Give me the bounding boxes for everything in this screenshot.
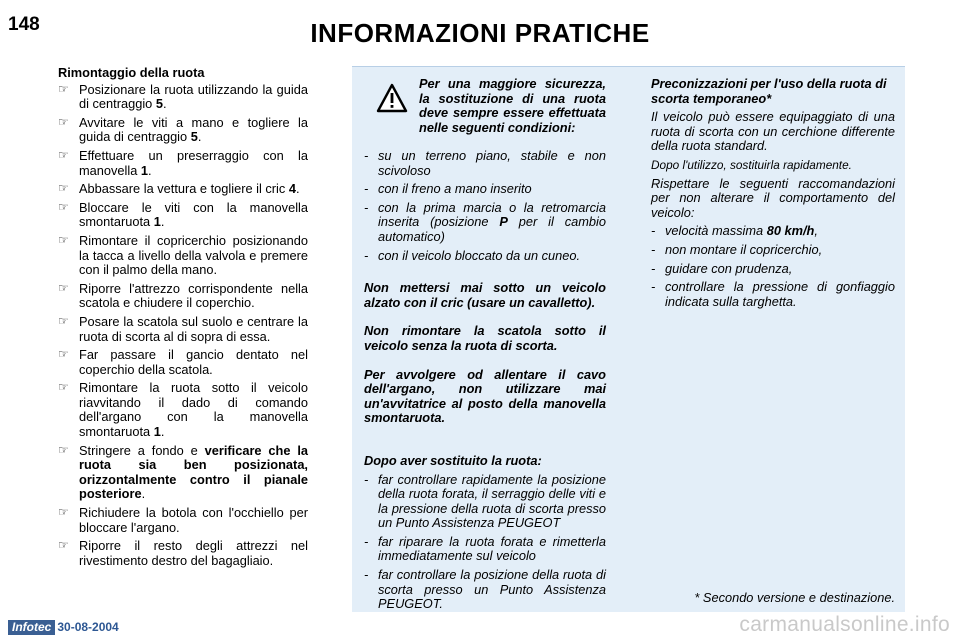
safety-warning: Non rimontare la scatola sotto il veicolo senza la ruota di scorta. [364,323,606,353]
dash-marker: - [651,260,656,276]
recommendations-list [651,224,895,309]
text-bold: verificare che la ruota sia ben posizionata, orizzontalmente contro il pianale posteriore [79,442,308,502]
safety-column [364,77,606,616]
text-part: Riporre il resto degli attrezzi nel rivestimento destro del bagagliaio. [79,538,308,568]
safety-warning: Non mettersi mai sotto un veicolo alzato con il cric (usare un cavalletto). [364,280,606,310]
dash-marker: - [364,533,369,549]
hand-pointer-icon: ☞ [58,81,69,96]
dash-marker: - [364,247,369,263]
recommendation-item [651,280,895,309]
instruction-step [58,315,308,344]
spare-wheel-para-3: Rispettare le seguenti raccomandazioni per non alterare il comportamento del veicolo: [651,175,895,220]
after-item-text: far controllare la posizione della ruota di scorta presso un Punto Assistenza PEUGEOT. [378,567,606,612]
step-text [79,505,308,535]
hand-pointer-icon: ☞ [58,147,69,162]
hand-pointer-icon: ☞ [58,114,69,129]
page-title: INFORMAZIONI PRATICHE [310,18,650,48]
text-part: . [160,214,165,230]
text-bold: 1 [140,162,149,178]
text-part: velocità massima [665,223,767,239]
warning-block [364,77,606,149]
instruction-step [58,348,308,377]
text-part: . [295,181,300,197]
recommendation-text [665,223,818,238]
step-text [79,314,308,344]
step-text [79,281,308,311]
instruction-step [58,282,308,311]
text-part: su un terreno piano, stabile e non scivoloso [378,148,606,178]
hand-pointer-icon: ☞ [58,442,69,457]
dash-marker: - [651,279,656,295]
text-part: Riporre l'attrezzo corrispondente nella scatola e chiudere il coperchio. [79,280,308,311]
instruction-step [58,539,308,568]
recommendation-text [665,279,895,309]
instruction-step [58,201,308,230]
text-part: . [160,424,165,440]
text-part: Avvitare le viti a mano e togliere la guida di centraggio [79,114,308,145]
spare-wheel-column [651,77,895,313]
instruction-step [58,116,308,145]
infotec-logo: Infotec [8,620,55,635]
text-part: Posizionare la ruota utilizzando la guida di centraggio [79,81,308,112]
text-bold: 80 km/h [766,223,815,239]
step-text [79,443,308,502]
text-part: guidare con prudenza, [665,260,793,276]
text-part: . [162,96,167,112]
after-change-list [364,473,606,612]
instruction-step [58,83,308,112]
condition-text [378,148,606,178]
text-part: . [148,162,152,178]
info-box [352,66,905,612]
step-text [79,233,308,277]
recommendation-text [665,261,792,276]
reassembly-instructions [58,66,308,572]
condition-text [378,248,580,263]
text-part: Stringere a fondo e [79,442,205,458]
warning-triangle-icon [376,83,408,113]
page-number: 148 [8,14,40,35]
text-bold: 5 [155,96,163,112]
text-part: con il freno a mano inserito [378,181,532,197]
recommendation-item [651,262,895,277]
hand-pointer-icon: ☞ [58,199,69,214]
instruction-step [58,381,308,439]
instruction-step [58,234,308,278]
recommendation-text [665,242,822,257]
after-item [364,568,606,612]
spare-wheel-heading: Preconizzazioni per l'uso della ruota di scorta temporaneo* [651,76,887,106]
hand-pointer-icon: ☞ [58,232,69,247]
step-text [79,115,308,145]
text-part: Posare la scatola sul suolo e centrare la ruota di scorta al di sopra di essa. [79,313,308,344]
steps-list [58,83,308,569]
step-text [79,347,308,377]
footnote: * Secondo versione e destinazione. [694,590,895,605]
step-text [79,148,308,178]
text-part: Far passare il gancio dentato nel coperchio della scatola. [79,347,308,377]
condition-item [364,149,606,178]
text-part: Abbassare la vettura e togliere il cric [79,181,289,197]
dash-marker: - [364,181,369,197]
text-part: . [141,486,146,502]
text-part: . [197,129,202,145]
hand-pointer-icon: ☞ [58,538,69,553]
condition-text [378,200,606,244]
hand-pointer-icon: ☞ [58,380,69,395]
text-part: con il veicolo bloccato da un cuneo. [378,247,581,263]
watermark: carmanualsonline.info [739,613,950,636]
dash-marker: - [364,199,369,215]
conditions-list [364,149,606,263]
step-text [79,200,308,230]
text-part: Rimontare la ruota sotto il veicolo riavvitando il dado di comando dell'argano con la manovella smontaruota [79,380,308,440]
hand-pointer-icon: ☞ [58,505,69,520]
recommendation-item [651,243,895,258]
edition-date: 30-08-2004 [57,620,119,634]
after-item-text: far controllare rapidamente la posizione della ruota forata, il serraggio delle viti e la pressione della ruota di scorta presso un Punto Assistenza PEUGEOT [378,471,606,531]
after-item-text: far riparare la ruota forata e rimetterla immediatamente sul veicolo [378,533,606,564]
dash-marker: - [364,148,369,163]
text-part: non montare il copricerchio, [665,241,823,257]
section-heading: Rimontaggio della ruota [58,65,205,80]
dash-marker: - [651,223,656,239]
after-item [364,473,606,531]
step-text [79,538,308,568]
text-part: per il cambio automatico) [378,214,606,244]
condition-text [378,181,532,196]
dash-marker: - [364,567,369,583]
text-part: Effettuare un preserraggio con la manovella [79,147,308,178]
hand-pointer-icon: ☞ [58,347,69,362]
spare-wheel-para-1: Il veicolo può essere equipaggiato di una ruota di scorta con un cerchione differente della ruota standard. [651,109,895,154]
instruction-step [58,182,308,197]
safety-warning: Per avvolgere od allentare il cavo dell'argano, non utilizzare mai un'avvitatrice al posto della manovella smontaruota. [364,366,606,426]
hand-pointer-icon: ☞ [58,181,69,196]
recommendation-item [651,224,895,239]
text-bold: 1 [153,424,161,440]
warning-text: Per una maggiore sicurezza, la sostituzione di una ruota deve sempre essere effettuata nelle seguenti condizioni: [419,76,606,135]
hand-pointer-icon: ☞ [58,280,69,295]
condition-item [364,182,606,197]
text-part: Richiudere la botola con l'occhiello per bloccare l'argano. [79,505,308,535]
after-item [364,535,606,564]
text-bold: P [499,214,508,230]
text-part: Bloccare le viti con la manovella smontaruota [79,199,308,230]
instruction-step [58,444,308,502]
warnings-list [364,281,606,426]
text-bold: 5 [190,129,198,145]
dash-marker: - [364,471,369,487]
text-bold: 4 [288,181,296,197]
text-bold: 1 [153,214,161,230]
text-part: controllare la pressione di gonfiaggio indicata sulla targhetta. [665,279,895,309]
instruction-step [58,149,308,178]
instruction-step [58,506,308,535]
hand-pointer-icon: ☞ [58,313,69,328]
text-part: Rimontare il copricerchio posizionando la tacca a livello della valvola e premere con il palmo della mano. [79,232,308,278]
text-part: con la prima marcia o la retromarcia inserita (posizione [378,199,606,230]
condition-item [364,249,606,264]
step-text [79,380,308,439]
step-text [79,82,308,112]
dash-marker: - [651,241,656,257]
footer [8,619,119,635]
text-part: , [814,223,818,239]
after-change-heading: Dopo aver sostituito la ruota: [364,452,542,468]
spare-wheel-para-2: Dopo l'utilizzo, sostituirla rapidamente. [651,157,852,172]
step-text [79,181,300,196]
condition-item [364,201,606,245]
